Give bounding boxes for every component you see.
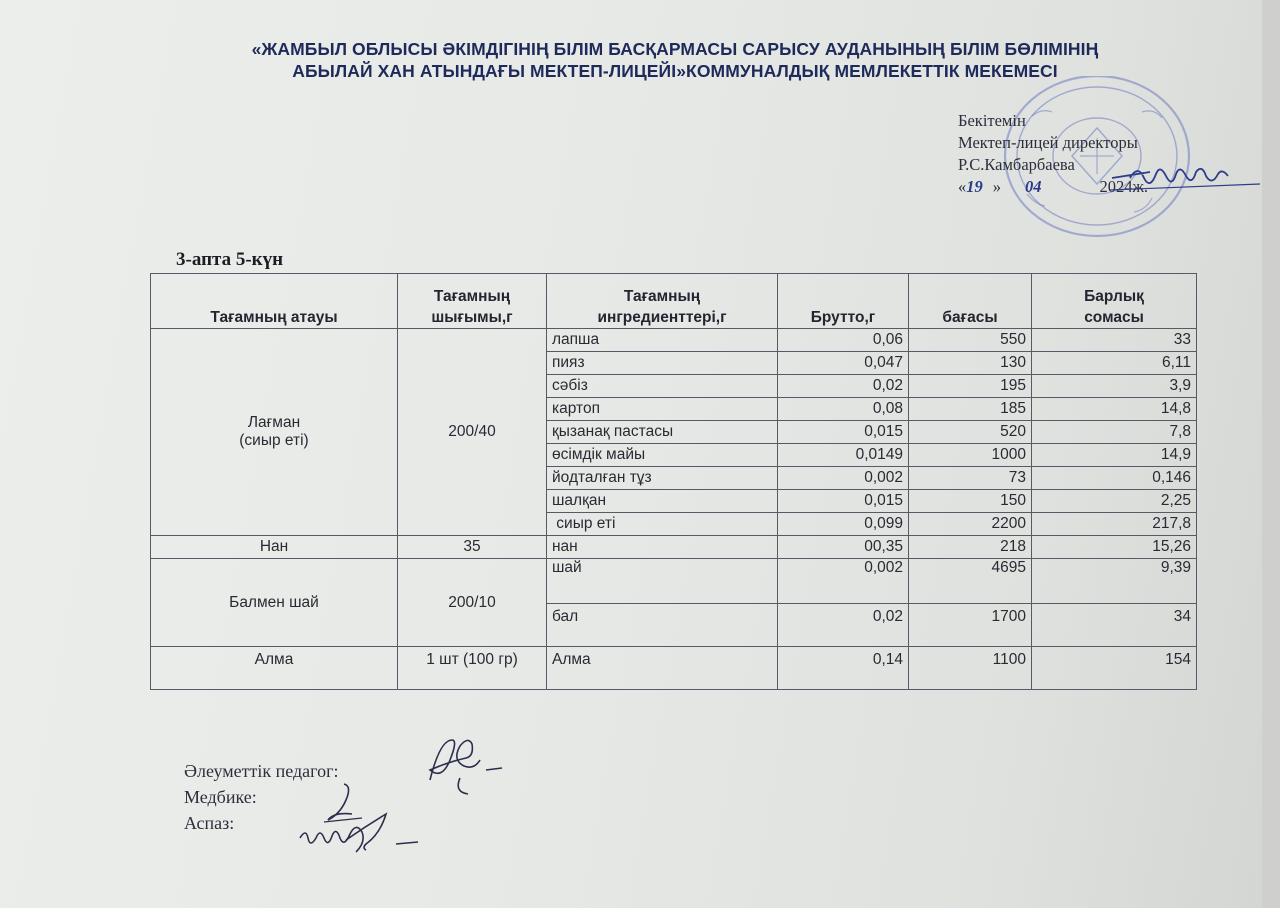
ingredient-cell: қызанақ пастасы [547, 421, 778, 444]
table-row [151, 536, 1197, 559]
price-cell: 2200 [909, 513, 1032, 536]
brutto-cell: 0,06 [778, 329, 909, 352]
price-cell: 150 [909, 490, 1032, 513]
total-cell: 217,8 [1032, 513, 1197, 536]
ingredient-cell: йодталған тұз [547, 467, 778, 490]
date-year: 2024ж. [1099, 177, 1149, 196]
price-cell: 1000 [909, 444, 1032, 467]
total-cell: 0,146 [1032, 467, 1197, 490]
total-cell: 6,11 [1032, 352, 1197, 375]
dish-yield: 1 шт (100 гр) [398, 647, 547, 690]
total-cell: 2,25 [1032, 490, 1197, 513]
ingredient-cell: сәбіз [547, 375, 778, 398]
table-row [151, 329, 1197, 352]
total-cell: 15,26 [1032, 536, 1197, 559]
header-dish-name: Тағамның атауы [151, 274, 398, 329]
nurse-label: Медбике: [184, 787, 257, 807]
approval-title: Бекітемін [958, 111, 1026, 130]
cook-label: Аспаз: [184, 813, 235, 833]
ingredient-cell: өсімдік майы [547, 444, 778, 467]
price-cell: 4695 [909, 559, 1032, 604]
week-day-label: 3-апта 5-күн [176, 249, 284, 270]
brutto-cell: 0,14 [778, 647, 909, 690]
dish-yield: 200/10 [398, 559, 547, 647]
ingredient-cell: нан [547, 536, 778, 559]
header-line-2: АБЫЛАЙ ХАН АТЫНДАҒЫ МЕКТЕП-ЛИЦЕЙІ»КОММУНАЛДЫҚ МЕМЛЕКЕТТІК МЕКЕМЕСІ [292, 61, 1058, 81]
table-header-row [151, 274, 1197, 329]
ingredient-cell: шай [547, 559, 778, 604]
ingredient-cell: Алма [547, 647, 778, 690]
ingredient-cell: сиыр еті [547, 513, 778, 536]
cook-signature [296, 810, 426, 860]
dish-name-lagman: Лағман (сиыр еті) [151, 329, 398, 536]
price-cell: 185 [909, 398, 1032, 421]
header-line-1: «ЖАМБЫЛ ОБЛЫСЫ ӘКІМДІГІНІҢ БІЛІМ БАСҚАРМАСЫ САРЫСУ АУДАНЫНЫҢ БІЛІМ БӨЛІМІНІҢ [251, 39, 1099, 59]
header-yield: Тағамның шығымы,г [398, 274, 547, 329]
header-total: Барлық сомасы [1032, 274, 1197, 329]
total-cell: 3,9 [1032, 375, 1197, 398]
brutto-cell: 0,002 [778, 559, 909, 604]
price-cell: 195 [909, 375, 1032, 398]
dish-yield: 200/40 [398, 329, 547, 536]
price-cell: 73 [909, 467, 1032, 490]
ingredient-cell: пияз [547, 352, 778, 375]
brutto-cell: 0,02 [778, 604, 909, 647]
total-cell: 14,9 [1032, 444, 1197, 467]
dish-yield: 35 [398, 536, 547, 559]
menu-table [150, 273, 1197, 690]
table-row [151, 559, 1197, 604]
date-month: 04 [1025, 177, 1042, 196]
dish-name-bread: Нан [151, 536, 398, 559]
price-cell: 218 [909, 536, 1032, 559]
total-cell: 34 [1032, 604, 1197, 647]
brutto-cell: 00,35 [778, 536, 909, 559]
approval-position: Мектеп-лицей директоры [958, 133, 1138, 152]
header-price: бағасы [909, 274, 1032, 329]
ingredient-cell: шалқан [547, 490, 778, 513]
director-signature [1110, 160, 1270, 200]
total-cell: 9,39 [1032, 559, 1197, 604]
price-cell: 550 [909, 329, 1032, 352]
brutto-cell: 0,015 [778, 490, 909, 513]
price-cell: 520 [909, 421, 1032, 444]
total-cell: 33 [1032, 329, 1197, 352]
price-cell: 1700 [909, 604, 1032, 647]
table-row [151, 647, 1197, 690]
ingredient-cell: бал [547, 604, 778, 647]
brutto-cell: 0,02 [778, 375, 909, 398]
social-pedagogue-signature [420, 728, 510, 798]
total-cell: 7,8 [1032, 421, 1197, 444]
ingredient-cell: лапша [547, 329, 778, 352]
total-cell: 154 [1032, 647, 1197, 690]
price-cell: 1100 [909, 647, 1032, 690]
social-pedagogue-label: Әлеуметтік педагог: [184, 761, 339, 781]
brutto-cell: 0,099 [778, 513, 909, 536]
price-cell: 130 [909, 352, 1032, 375]
date-close-quote: » [992, 177, 1001, 196]
dish-name-tea-with-honey: Балмен шай [151, 559, 398, 647]
date-day: 19 [966, 177, 983, 196]
brutto-cell: 0,0149 [778, 444, 909, 467]
total-cell: 14,8 [1032, 398, 1197, 421]
brutto-cell: 0,08 [778, 398, 909, 421]
date-open-quote: « [958, 177, 967, 196]
brutto-cell: 0,015 [778, 421, 909, 444]
header-ingredients: Тағамның ингредиенттері,г [547, 274, 778, 329]
ingredient-cell: картоп [547, 398, 778, 421]
header-brutto: Брутто,г [778, 274, 909, 329]
brutto-cell: 0,002 [778, 467, 909, 490]
brutto-cell: 0,047 [778, 352, 909, 375]
dish-name-apple: Алма [151, 647, 398, 690]
approval-director-name: Р.С.Камбарбаева [958, 155, 1075, 174]
